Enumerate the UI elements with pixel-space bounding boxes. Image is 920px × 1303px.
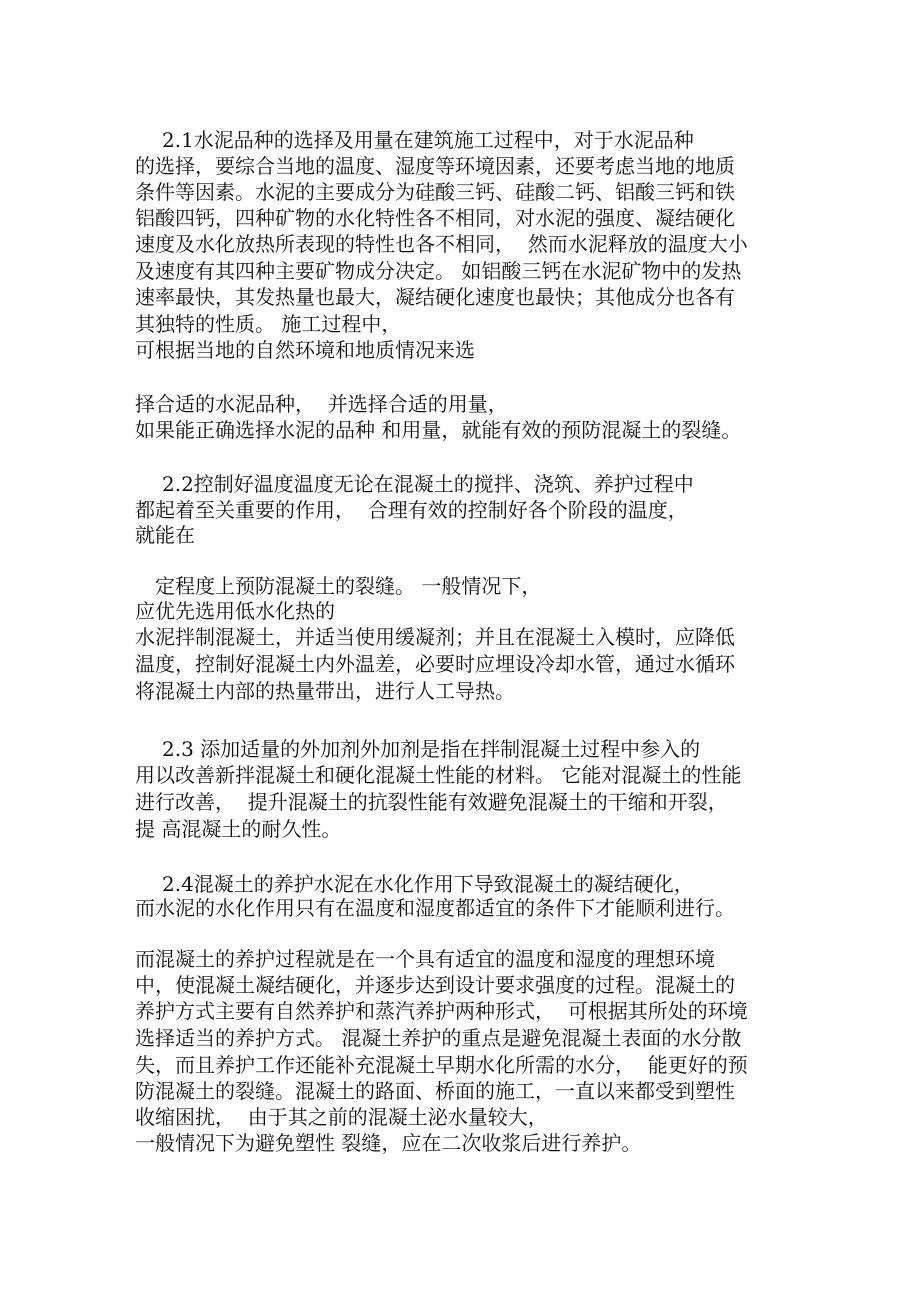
text-line: 中，使混凝土凝结硬化，并逐步达到设计要求强度的过程。混凝土的 xyxy=(135,973,735,997)
text-line: 的选择，要综合当地的温度、湿度等环境因素，还要考虑当地的地质 xyxy=(135,154,735,178)
text-line: 收缩困扰， 由于其之前的混凝土泌水量较大， xyxy=(135,1105,548,1129)
text-line: 如果能正确选择水泥的品种 和用量，就能有效的预防混凝土的裂缝。 xyxy=(135,418,742,442)
text-line: 择合适的水泥品种， 并选择合适的用量， xyxy=(135,392,508,416)
text-line: 而水泥的水化作用只有在温度和湿度都适宜的条件下才能顺利进行。 xyxy=(135,896,735,920)
section-2-3-heading-line: 2.3 添加适量的外加剂外加剂是指在拌制混凝土过程中参入的 xyxy=(162,737,701,761)
text-line: 防混凝土的裂缝。混凝土的路面、桥面的施工，一直以来都受到塑性 xyxy=(135,1079,735,1103)
text-line: 将混凝土内部的热量带出，进行人工导热。 xyxy=(135,679,515,703)
section-2-2-heading-line: 2.2控制好温度温度无论在混凝土的搅拌、浇筑、养护过程中 xyxy=(162,472,694,496)
text-line: 进行改善， 提升混凝土的抗裂性能有效避免混凝土的干缩和开裂， xyxy=(135,790,728,814)
text-line: 失，而且养护工作还能补充混凝土早期水化所需的水分， 能更好的预 xyxy=(135,1053,748,1077)
text-line: 应优先选用低水化热的 xyxy=(135,599,335,623)
text-line: 用以改善新拌混凝土和硬化混凝土性能的材料。 它能对混凝土的性能 xyxy=(135,763,742,787)
text-line: 条件等因素。水泥的主要成分为硅酸三钙、硅酸二钙、铝酸三钙和铁 xyxy=(135,180,735,204)
text-line: 可根据当地的自然环境和地质情况来选 xyxy=(135,338,475,362)
text-line: 铝酸四钙，四种矿物的水化特性各不相同，对水泥的强度、凝结硬化 xyxy=(135,206,735,230)
text-line: 速率最快，其发热量也最大，凝结硬化速度也最快；其他成分也各有 xyxy=(135,285,735,309)
section-2-4-heading-line: 2.4混凝土的养护水泥在水化作用下导致混凝土的凝结硬化， xyxy=(162,872,694,896)
text-line: 提 高混凝土的耐久性。 xyxy=(135,817,342,841)
text-line: 养护方式主要有自然养护和蒸汽养护两种形式， 可根据其所处的环境 xyxy=(135,999,748,1023)
text-line: 水泥拌制混凝土，并适当使用缓凝剂；并且在混凝土入模时，应降低 xyxy=(135,625,735,649)
text-line: 而混凝土的养护过程就是在一个具有适宜的温度和湿度的理想环境 xyxy=(135,947,715,971)
text-line: 速度及水化放热所表现的特性也各不相同， 然而水泥释放的温度大小 xyxy=(135,232,748,256)
text-line: 温度，控制好混凝土内外温差，必要时应埋设冷却水管，通过水循环 xyxy=(135,652,735,676)
text-line: 及速度有其四种主要矿物成分决定。 如铝酸三钙在水泥矿物中的发热 xyxy=(135,259,742,283)
text-line: 定程度上预防混凝土的裂缝。 一般情况下， xyxy=(155,574,542,598)
text-line: 都起着至关重要的作用， 合理有效的控制好各个阶段的温度， xyxy=(135,498,688,522)
text-line: 一般情况下为避免塑性 裂缝，应在二次收浆后进行养护。 xyxy=(135,1131,642,1155)
text-line: 其独特的性质。 施工过程中， xyxy=(135,312,402,336)
text-line: 就能在 xyxy=(135,523,195,547)
text-line: 选择适当的养护方式。 混凝土养护的重点是避免混凝土表面的水分散 xyxy=(135,1026,742,1050)
section-2-1-heading-line: 2.1水泥品种的选择及用量在建筑施工过程中，对于水泥品种 xyxy=(162,128,694,152)
